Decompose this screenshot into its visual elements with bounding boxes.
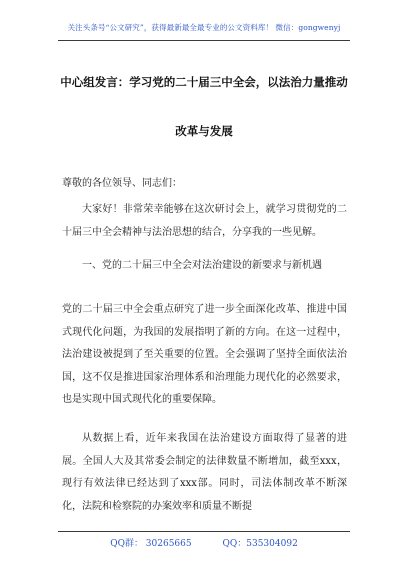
paragraph-data: 从数据上看，近年来我国在法治建设方面取得了显著的进展。全国人大及其常委会制定的法律数量不断增加，截至xxx，现行有效法律已经达到了xxx部。同时，司法体制改革不断深化，法院和检察院的办案效率和质量不断提 bbox=[62, 433, 347, 512]
footer-divider bbox=[58, 531, 350, 532]
footer-qq-group: QQ群： 30265665 bbox=[110, 539, 192, 549]
footer-qq: QQ：535304092 bbox=[222, 539, 298, 549]
paragraph-intro: 大家好！非常荣幸能够在这次研讨会上，就学习贯彻党的二十届三中全会精神与法治思想的结合，分享我的一些见解。 bbox=[62, 204, 347, 238]
footer bbox=[0, 536, 408, 549]
paragraph-plenum: 党的二十届三中全会重点研究了进一步全面深化改革、推进中国式现代化问题，为我国的发展指明了新的方向。在这一过程中，法治建设被提到了至关重要的位置。全会强调了坚持全面依法治国，这不仅是推进国家治理体系和治理能力现代化的必然要求，也是实现中国式现代化的重要保障。 bbox=[62, 304, 347, 405]
document-title-line-2: 改革与发展 bbox=[175, 124, 233, 138]
document-title-line-1: 中心组发言：学习党的二十届三中全会，以法治力量推动 bbox=[60, 75, 348, 89]
greeting: 尊敬的各位领导、同志们： bbox=[62, 178, 182, 189]
section-heading-1: 一、党的二十届三中全会对法治建设的新要求与新机遇 bbox=[82, 260, 322, 271]
header-banner: 关注头条号“公文研究”，获得最新最全最专业的公文资料库！ 微信：gongwenyj bbox=[67, 23, 341, 32]
header-divider bbox=[58, 40, 350, 41]
